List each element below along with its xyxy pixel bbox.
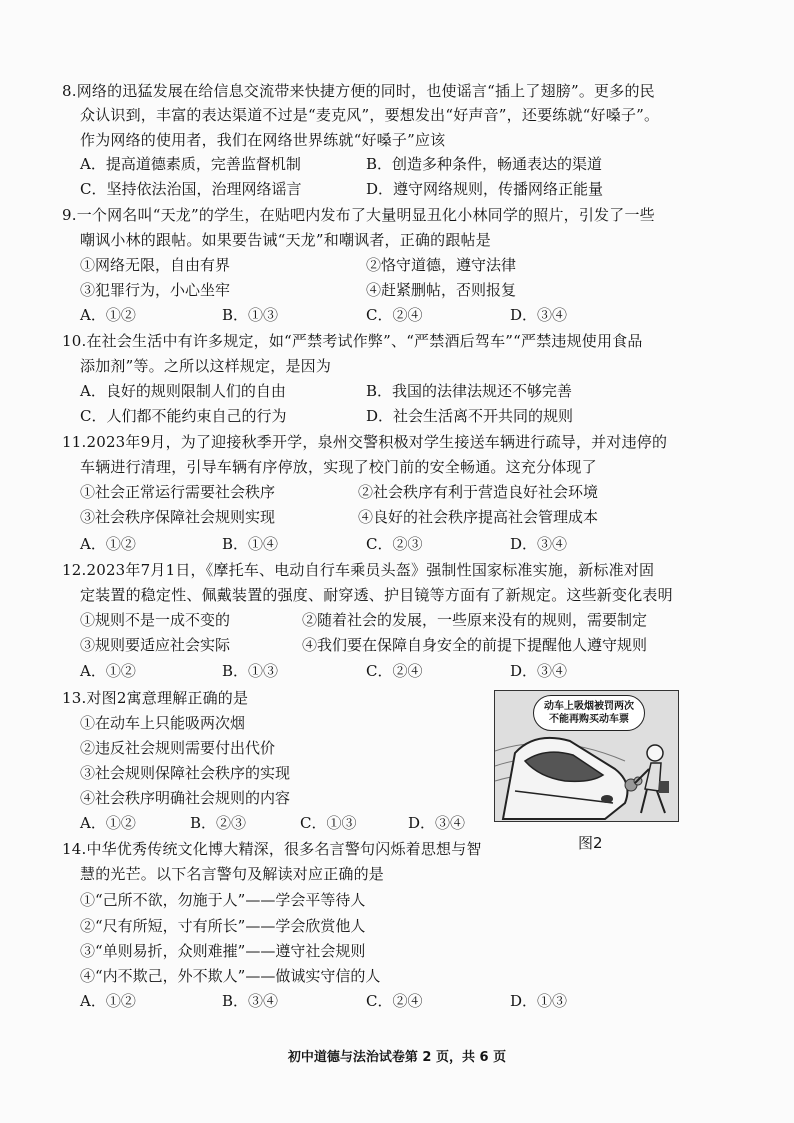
question-9-item-4: ④赶紧删帖，否则报复 [366,281,517,299]
question-13-item-2: ②违反社会规则需要付出代价 [80,739,276,757]
question-10-option-c: C．人们都不能约束自己的行为 [80,407,287,425]
question-14-option-d: D．①③ [510,992,568,1010]
question-14-item-1: ①“己所不欲，勿施于人”——学会平等待人 [80,891,366,909]
question-13-option-c: C．①③ [300,814,357,832]
question-14-line-2: 慧的光芒。以下名言警句及解读对应正确的是 [80,865,385,883]
question-8-line-3: 作为网络的使用者，我们在网络世界练就“好嗓子”应该 [80,131,446,149]
question-14-line-1: 14.中华优秀传统文化博大精深，很多名言警句闪烁着思想与智 [62,840,482,858]
question-10-line-1: 10.在社会生活中有许多规定，如“严禁考试作弊”、“严禁酒后驾车”“严禁违规使用食品 [62,332,643,350]
page-footer: 初中道德与法治试卷第 2 页，共 6 页 [287,1050,507,1065]
bubble-text-line-2: 不能再购买动车票 [549,714,629,725]
question-12-item-2: ②随着社会的发展，一些原来没有的规则，需要制定 [302,611,648,629]
question-13-line-1: 13.对图2寓意理解正确的是 [62,689,249,707]
question-9-option-a: A．①② [80,306,136,324]
question-8-option-d: D．遵守网络规则，传播网络正能量 [366,180,604,198]
question-10-option-d: D．社会生活离不开共同的规则 [366,407,574,425]
question-13-item-1: ①在动车上只能吸两次烟 [80,714,246,732]
question-12-option-b: B．①③ [222,662,279,680]
question-14-item-3: ③“单则易折，众则难摧”——遵守社会规则 [80,942,366,960]
question-13-option-a: A．①② [80,814,136,832]
question-10-option-a: A．良好的规则限制人们的自由 [80,382,286,400]
question-12-option-c: C．②④ [366,662,423,680]
question-9-item-1: ①网络无限，自由有界 [80,256,231,274]
question-8-line-2: 众认识到，丰富的表达渠道不过是“麦克风”，要想发出“好声音”，还要练就“好嗓子”。 [80,106,660,124]
question-11-line-1: 11.2023年9月，为了迎接秋季开学，泉州交警积极对学生接送车辆进行疏导，并对违停的 [62,433,668,451]
question-8-line-1: 8.网络的迅猛发展在给信息交流带来快捷方便的同时，也使谣言“插上了翅膀”。更多的民 [62,82,655,100]
question-14-option-b: B．③④ [222,992,279,1010]
question-9-line-1: 9.一个网名叫“天龙”的学生，在贴吧内发布了大量明显丑化小林同学的照片，引发了一些 [62,206,655,224]
question-11-item-1: ①社会正常运行需要社会秩序 [80,483,276,501]
question-13-item-3: ③社会规则保障社会秩序的实现 [80,764,291,782]
question-12-item-1: ①规则不是一成不变的 [80,611,231,629]
question-11-item-3: ③社会秩序保障社会规则实现 [80,508,276,526]
question-12-item-4: ④我们要在保障自身安全的前提下提醒他人遵守规则 [302,636,648,654]
question-9-option-d: D．③④ [510,306,568,324]
question-14-option-a: A．①② [80,992,136,1010]
question-11-line-2: 车辆进行清理，引导车辆有序停放，实现了校门前的安全畅通。这充分体现了 [80,458,597,476]
bubble-text-line-1: 动车上吸烟被罚两次 [544,701,634,712]
question-11-option-b: B．①④ [222,535,279,553]
question-13-option-d: D．③④ [408,814,466,832]
question-8-option-a: A．提高道德素质，完善监督机制 [80,155,301,173]
figure-caption: 图2 [578,834,603,852]
question-9-item-2: ②恪守道德，遵守法律 [366,256,517,274]
question-14-option-c: C．②④ [366,992,423,1010]
question-9-item-3: ③犯罪行为，小心坐牢 [80,281,231,299]
question-11-option-d: D．③④ [510,535,568,553]
question-9-option-b: B．①③ [222,306,279,324]
question-14-item-4: ④“内不欺己，外不欺人”——做诚实守信的人 [80,967,381,985]
question-9-line-2: 嘲讽小林的跟帖。如果要告诫“天龙”和嘲讽者，正确的跟帖是 [80,231,491,249]
question-12-option-a: A．①② [80,662,136,680]
question-10-option-b: B．我国的法律法规还不够完善 [366,382,573,400]
question-11-option-c: C．②③ [366,535,423,553]
question-12-line-1: 12.2023年7月1日，《摩托车、电动自行车乘员头盔》强制性国家标准实施，新标准对固 [62,561,655,579]
question-13-option-b: B．②③ [190,814,247,832]
question-8-option-b: B．创造多种条件，畅通表达的渠道 [366,155,603,173]
question-10-line-2: 添加剂”等。之所以这样规定，是因为 [80,357,332,375]
question-11-item-2: ②社会秩序有利于营造良好社会环境 [358,483,599,501]
question-11-option-a: A．①② [80,535,136,553]
question-12-line-2: 定装置的稳定性、佩戴装置的强度、耐穿透、护目镜等方面有了新规定。这些新变化表明 [80,586,673,604]
question-12-item-3: ③规则要适应社会实际 [80,636,231,654]
figure-2-cartoon [494,690,679,822]
question-13-item-4: ④社会秩序明确社会规则的内容 [80,789,291,807]
question-9-option-c: C．②④ [366,306,423,324]
question-12-option-d: D．③④ [510,662,568,680]
question-11-item-4: ④良好的社会秩序提高社会管理成本 [358,508,599,526]
speech-bubble [533,695,645,731]
question-8-option-c: C．坚持依法治国，治理网络谣言 [80,180,302,198]
question-14-item-2: ②“尺有所短，寸有所长”——学会欣赏他人 [80,917,366,935]
